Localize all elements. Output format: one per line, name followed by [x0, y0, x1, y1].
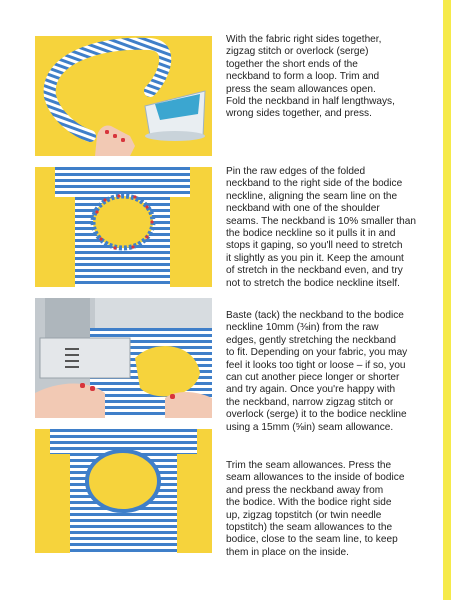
step-1-text: With the fabric right sides together, zigzag stitch or overlock (serge) together the short ends of the neckband to form a loop. Trim and press the seam allowances open. Fold the neckband in half lengthways, wrong sides together, and press.: [226, 34, 395, 120]
step-4-text: Trim the seam allowances. Press the seam allowances to the inside of bodice and press the neckband away from the bodice. With the bodice right side up, zigzag topstitch (or twin needle topstitch) the seam allowances to the bodice, close to the seam line, to keep them in place on the inside.: [226, 460, 405, 558]
photo-neckband-loop-with-iron: [35, 36, 212, 156]
step-3-text: Baste (tack) the neckband to the bodice neckline 10mm (⅜in) from the raw edges, gently stretching the neckband to fit. Depending on your fabric, you may feel it looks too tight or loose – if so, you can cut another piece longer or shorter and try again. Once you're happy with the neckband, narrow zigzag stitch or overlock (serge) it to the bodice neckline using a 15mm (⅝in) seam allowance.: [226, 310, 408, 433]
page-edge-accent: [443, 0, 451, 600]
photo-finished-neckline: [35, 429, 212, 553]
photo-sewing-machine-basting: [35, 298, 212, 418]
photo-pinned-neckband-bodice: [35, 167, 212, 287]
step-2-text: Pin the raw edges of the folded neckband to the right side of the bodice neckline, aligning the seam line on the neckband with one of the shoulder seams. The neckband is 10% smaller than the bodice neckline so it pulls it in and stops it gaping, so you'll need to stretch it slightly as you pin it. Keep the amount of stretch in the neckband even, and try not to stretch the bodice neckline itself.: [226, 166, 417, 289]
